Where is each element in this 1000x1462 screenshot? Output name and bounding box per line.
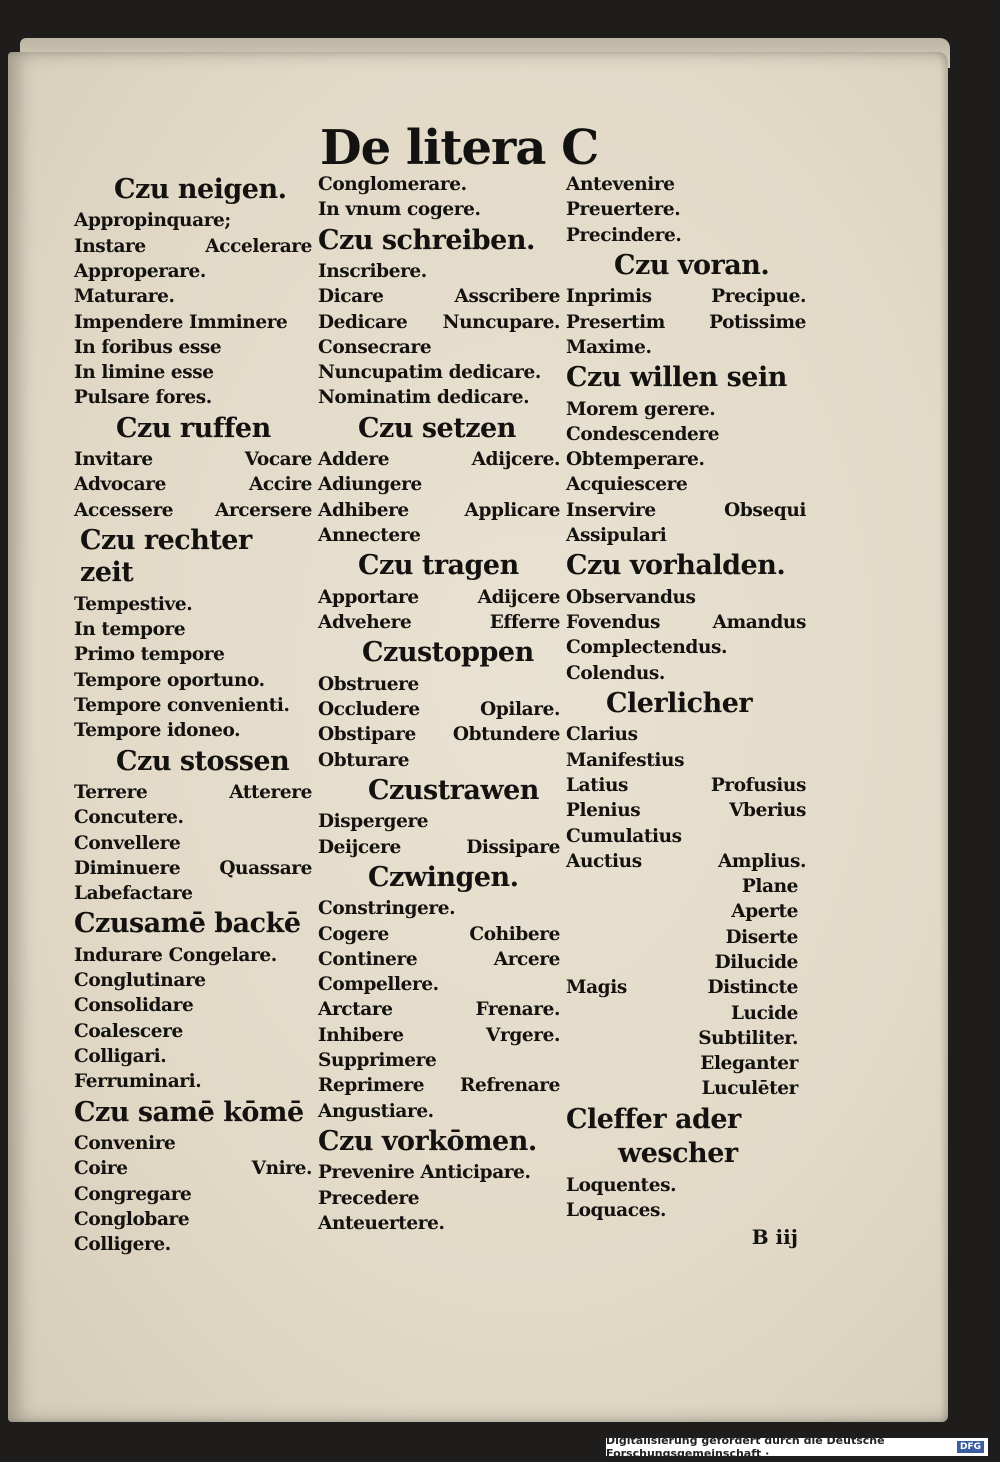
word-entry: Conglutinare: [74, 970, 206, 992]
word-entry: Obtundere: [452, 724, 560, 746]
word-entry: Tempore idoneo.: [74, 720, 241, 742]
word-entry: Annectere: [318, 525, 421, 547]
word-entry: Colligari.: [74, 1046, 167, 1068]
word-row: [566, 284, 806, 309]
word-entry: Nuncupatim dedicare.: [318, 362, 541, 384]
word-entry: Asscribere: [454, 286, 560, 308]
word-entry: Anteuertere.: [318, 1212, 445, 1234]
word-entry: Advehere: [318, 612, 412, 634]
word-entry: Constringere.: [318, 898, 456, 920]
word-entry: In tempore: [74, 619, 186, 641]
word-entry: Consecrare: [318, 336, 432, 358]
word-entry: Amandus: [712, 612, 806, 634]
footer-credit: [606, 1434, 988, 1460]
section-heading: Czu schreiben.: [318, 224, 535, 256]
word-entry: Deijcere: [318, 836, 401, 858]
section-heading: Czu neigen.: [114, 174, 287, 205]
word-entry: Inscribere.: [318, 260, 427, 282]
word-entry: Complectendus.: [566, 637, 728, 659]
word-entry: Subtiliter.: [698, 1027, 798, 1049]
word-entry: Lucide: [730, 1002, 798, 1024]
word-entry: Fovendus: [566, 612, 661, 634]
word-row: [318, 1023, 560, 1048]
word-entry: Cumulatius: [566, 825, 682, 847]
word-entry: Dedicare: [318, 311, 408, 333]
word-row: [74, 1156, 312, 1181]
word-entry: Luculēter: [701, 1078, 798, 1100]
word-row: [566, 975, 806, 1000]
section-heading: Czu samē kōmē: [74, 1096, 304, 1128]
word-entry: Colendus.: [566, 662, 665, 684]
word-row: [318, 722, 560, 747]
word-entry: Accelerare: [205, 235, 312, 257]
word-entry: Manifestius: [566, 749, 685, 771]
section-heading: Czwingen.: [368, 861, 519, 893]
word-row: [318, 947, 560, 972]
word-entry: Conglomerare.: [318, 174, 467, 195]
word-row: [566, 310, 806, 335]
word-entry: Efferre: [489, 612, 560, 634]
section-heading: Czu tragen: [358, 550, 519, 582]
section-heading: Czu vorkōmen.: [318, 1125, 537, 1157]
word-entry: Magis: [566, 977, 627, 999]
section-heading: Czu setzen: [358, 412, 516, 444]
column-1: [74, 172, 312, 1258]
word-entry: Observandus: [566, 586, 696, 608]
word-row: [318, 447, 560, 472]
word-entry: Apportare: [318, 586, 419, 608]
word-entry: Assipulari: [566, 525, 667, 547]
word-entry: Condescendere: [566, 423, 720, 445]
word-entry: Atterere: [229, 782, 312, 803]
word-entry: Distincte: [707, 977, 798, 999]
column-2: [318, 172, 560, 1236]
word-row: [318, 284, 560, 309]
signature-mark: B iij: [751, 1225, 798, 1250]
word-entry: Convenire: [74, 1133, 176, 1155]
word-entry: Concutere.: [74, 807, 184, 829]
word-entry: Colligere.: [74, 1234, 171, 1256]
word-entry: Diminuere: [74, 857, 181, 879]
word-entry: Dilucide: [714, 951, 798, 973]
word-entry: Precindere.: [566, 224, 682, 246]
word-entry: Clarius: [566, 724, 638, 746]
word-entry: In limine esse: [74, 362, 214, 384]
word-entry: Vberius: [729, 800, 806, 822]
word-entry: Congregare: [74, 1183, 192, 1205]
word-entry: Pulsare fores.: [74, 387, 212, 409]
word-entry: Adiungere: [318, 474, 422, 496]
word-entry: Maxime.: [566, 336, 652, 358]
word-entry: Consolidare: [74, 995, 194, 1017]
word-entry: Labefactare: [74, 883, 193, 905]
word-entry: Supprimere: [318, 1050, 437, 1072]
word-entry: Obtemperare.: [566, 449, 705, 471]
word-entry: Loquaces.: [566, 1199, 667, 1221]
word-row: [566, 849, 806, 874]
word-entry: Nominatim dedicare.: [318, 387, 530, 409]
word-entry: Vnire.: [251, 1158, 312, 1180]
word-row: [318, 585, 560, 610]
word-entry: Quassare: [219, 857, 312, 879]
word-entry: Cogere: [318, 923, 389, 945]
word-row: [566, 798, 806, 823]
word-entry: Addere: [318, 449, 390, 471]
word-entry: Loquentes.: [566, 1174, 677, 1196]
section-heading: Cleffer ader: [566, 1103, 741, 1135]
word-entry: Preuertere.: [566, 199, 681, 221]
word-entry: Dicare: [318, 286, 384, 308]
word-row: [566, 610, 806, 635]
word-entry: Adhibere: [318, 499, 409, 521]
dfg-logo: DFG: [957, 1441, 984, 1453]
word-entry: Eleganter: [700, 1053, 798, 1075]
word-entry: Convellere: [74, 832, 181, 854]
word-row: [74, 234, 312, 259]
word-entry: Opilare.: [480, 699, 560, 721]
section-heading: Czu voran.: [614, 249, 770, 281]
word-row: [318, 1073, 560, 1098]
word-entry: Acquiescere: [566, 474, 688, 496]
word-entry: Arctare: [318, 999, 393, 1021]
word-entry: Inservire: [566, 499, 656, 521]
word-entry: Maturare.: [74, 286, 175, 308]
word-entry: Tempore oportuno.: [74, 669, 265, 691]
word-entry: Vocare: [244, 449, 312, 471]
word-entry: Vrgere.: [486, 1024, 560, 1046]
section-heading: Czu stossen: [116, 745, 290, 777]
word-entry: Aperte: [731, 901, 798, 923]
word-entry: Dissipare: [466, 836, 560, 858]
word-entry: Precedere: [318, 1187, 420, 1209]
word-entry: Invitare: [74, 449, 153, 471]
word-entry: Arcersere: [215, 499, 312, 521]
word-entry: Indurare Congelare.: [74, 944, 277, 966]
word-entry: Diserte: [725, 926, 798, 948]
section-heading: Czu willen sein: [566, 362, 787, 394]
page-title: De litera C: [320, 120, 599, 176]
word-entry: Instare: [74, 235, 146, 257]
word-entry: Precipue.: [711, 286, 806, 308]
word-entry: Accessere: [74, 499, 174, 521]
word-entry: Adijcere.: [471, 449, 560, 471]
word-entry: In foribus esse: [74, 336, 222, 358]
word-entry: Antevenire: [566, 174, 675, 195]
word-entry: Appropinquare;: [74, 210, 231, 232]
word-entry: Obstruere: [318, 673, 419, 695]
word-entry: Approperare.: [74, 260, 206, 282]
word-entry: Tempore convenienti.: [74, 695, 290, 717]
word-row: [74, 447, 312, 472]
word-entry: Accire: [248, 474, 312, 496]
word-entry: Continere: [318, 948, 418, 970]
word-entry: Obturare: [318, 749, 410, 771]
word-row: [318, 498, 560, 523]
word-entry: Profusius: [710, 774, 806, 796]
section-heading: Czusamē backē: [74, 908, 301, 940]
word-entry: Adijcere: [477, 586, 560, 608]
word-entry: Primo tempore: [74, 644, 225, 666]
word-row: [318, 922, 560, 947]
word-entry: Arcere: [493, 948, 560, 970]
word-entry: Dispergere: [318, 811, 429, 833]
word-entry: Conglobare: [74, 1208, 190, 1230]
word-row: [318, 697, 560, 722]
word-row: [318, 310, 560, 335]
word-entry: Coire: [74, 1158, 128, 1180]
word-row: [566, 773, 806, 798]
word-entry: Advocare: [74, 474, 166, 496]
section-heading: Clerlicher: [606, 687, 753, 719]
word-entry: Plane: [741, 876, 798, 898]
word-entry: Compellere.: [318, 974, 439, 996]
word-entry: Nuncupare.: [442, 311, 560, 333]
word-entry: Prevenire Anticipare.: [318, 1162, 531, 1184]
word-entry: Ferruminari.: [74, 1071, 202, 1093]
word-entry: Potissime: [709, 311, 806, 333]
word-entry: Coalescere: [74, 1020, 183, 1042]
column-3: [566, 172, 806, 1249]
word-entry: Amplius.: [717, 850, 806, 872]
word-row: [74, 498, 312, 523]
word-entry: Applicare: [464, 499, 560, 521]
section-heading: Czu vorhalden.: [566, 550, 786, 582]
word-entry: Cohibere: [469, 923, 560, 945]
word-entry: Tempestive.: [74, 593, 193, 615]
word-entry: Morem gerere.: [566, 398, 716, 420]
section-heading: Czu ruffen: [116, 412, 271, 444]
word-row: [318, 610, 560, 635]
word-entry: Refrenare: [460, 1075, 560, 1097]
word-entry: Reprimere: [318, 1075, 425, 1097]
word-entry: Auctius: [566, 850, 642, 872]
word-entry: Terrere: [74, 782, 148, 803]
word-entry: Obsequi: [724, 499, 806, 521]
section-heading: Czustrawen: [368, 774, 539, 806]
word-row: [74, 780, 312, 805]
word-row: [318, 997, 560, 1022]
word-row: [74, 856, 312, 881]
word-entry: Frenare.: [475, 999, 560, 1021]
footer-text: Digitalisierung gefördert durch die Deutsche Forschungsgemeinschaft ·: [606, 1434, 885, 1460]
word-entry: Obstipare: [318, 724, 416, 746]
word-row: [318, 835, 560, 860]
section-heading: wescher: [618, 1138, 738, 1170]
word-entry: Latius: [566, 774, 629, 796]
section-heading: Czustoppen: [362, 637, 534, 669]
word-entry: Impendere Imminere: [74, 311, 288, 333]
word-entry: Inhibere: [318, 1024, 404, 1046]
word-entry: In vnum cogere.: [318, 199, 481, 221]
word-entry: Presertim: [566, 311, 665, 333]
word-entry: Occludere: [318, 699, 420, 721]
section-heading: Czu rechter zeit: [80, 525, 252, 589]
word-row: [566, 498, 806, 523]
word-entry: Angustiare.: [318, 1100, 434, 1122]
word-entry: Inprimis: [566, 286, 652, 308]
word-entry: Plenius: [566, 800, 641, 822]
word-row: [74, 472, 312, 497]
